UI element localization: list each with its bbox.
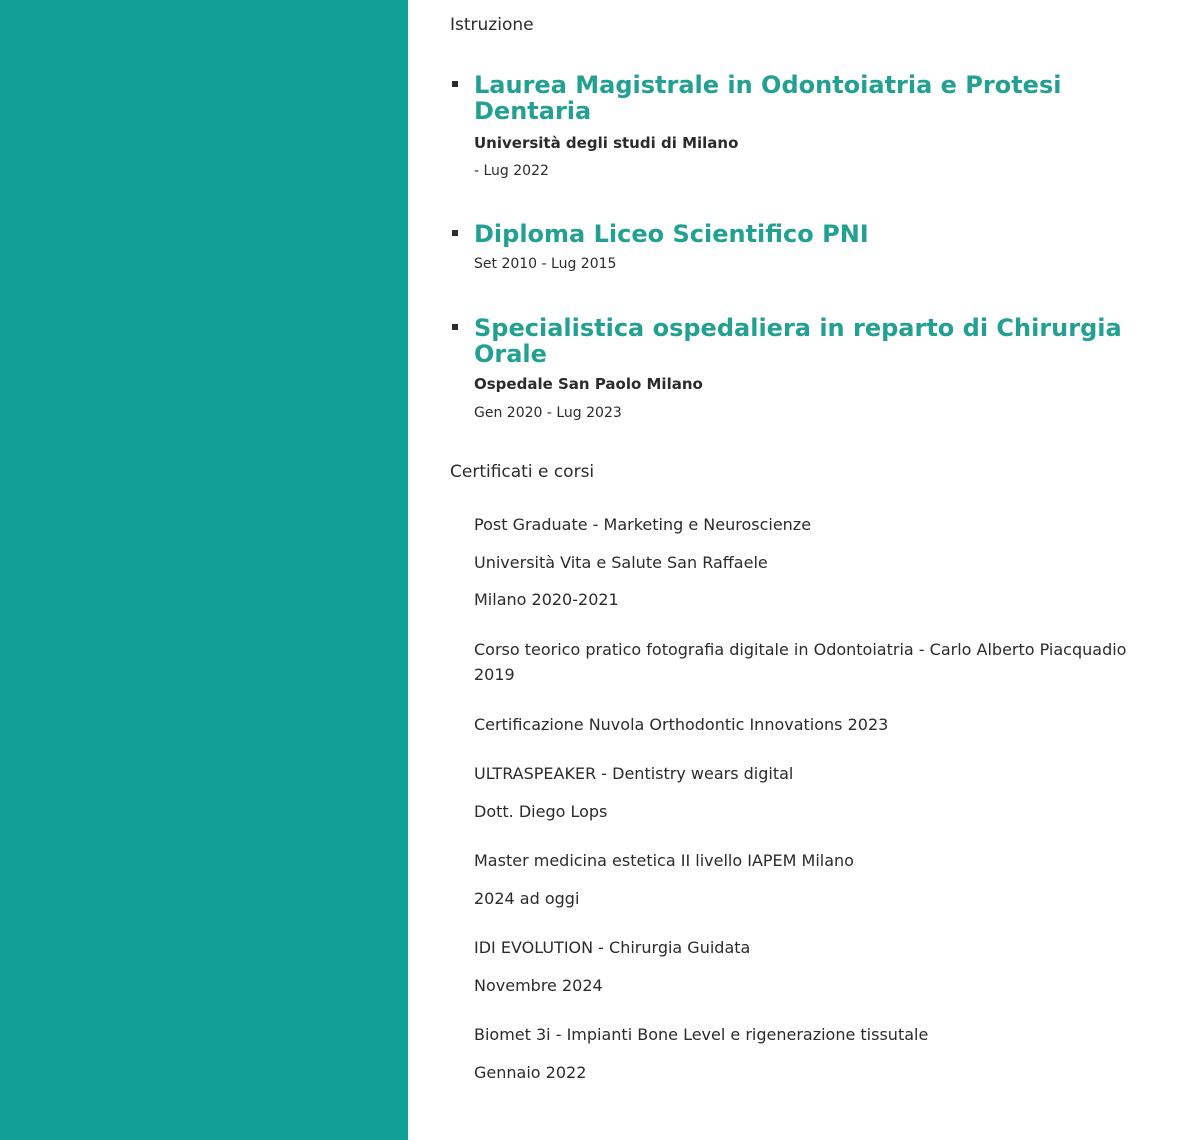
education-title: Diploma Liceo Scientifico PNI: [474, 220, 869, 248]
certificate-line: Biomet 3i - Impianti Bone Level e rigenerazione tissutale: [474, 1025, 929, 1044]
certificate-line: Gennaio 2022: [474, 1063, 587, 1082]
education-institution: Ospedale San Paolo Milano: [474, 375, 703, 393]
certificate-line: Università Vita e Salute San Raffaele: [474, 553, 768, 572]
certificate-line: IDI EVOLUTION - Chirurgia Guidata: [474, 938, 751, 957]
certificate-line: ULTRASPEAKER - Dentistry wears digital: [474, 764, 794, 783]
sidebar-panel: [0, 0, 408, 1140]
certificate-line: Certificazione Nuvola Orthodontic Innovations 2023: [474, 715, 889, 734]
education-item: [450, 221, 1140, 281]
certificate-line: Post Graduate - Marketing e Neuroscienze: [474, 515, 812, 534]
education-title: Specialistica ospedaliera in reparto di Chirurgia Orale: [474, 314, 1122, 368]
education-title: Laurea Magistrale in Odontoiatria e Protesi Dentaria: [474, 71, 1062, 125]
education-heading: Istruzione: [450, 15, 534, 35]
education-item: [450, 315, 1140, 430]
certificate-line: Milano 2020-2021: [474, 590, 619, 609]
education-dates: - Lug 2022: [474, 163, 549, 179]
certificate-line: Master medicina estetica II livello IAPEM Milano: [474, 851, 854, 870]
bullet-icon: [452, 81, 458, 87]
certificates-heading: Certificati e corsi: [450, 462, 595, 482]
education-dates: Set 2010 - Lug 2015: [474, 256, 617, 272]
certificate-line: Dott. Diego Lops: [474, 802, 608, 821]
certificate-line: 2024 ad oggi: [474, 889, 580, 908]
education-dates: Gen 2020 - Lug 2023: [474, 405, 622, 421]
certificate-line: Corso teorico pratico fotografia digitale in Odontoiatria - Carlo Alberto Piacquadio 2019: [474, 640, 1127, 684]
bullet-icon: [452, 230, 458, 236]
education-item: [450, 72, 1140, 187]
education-institution: Università degli studi di Milano: [474, 134, 739, 152]
main-content: [450, 0, 1150, 1140]
certificate-line: Novembre 2024: [474, 976, 603, 995]
bullet-icon: [452, 324, 458, 330]
